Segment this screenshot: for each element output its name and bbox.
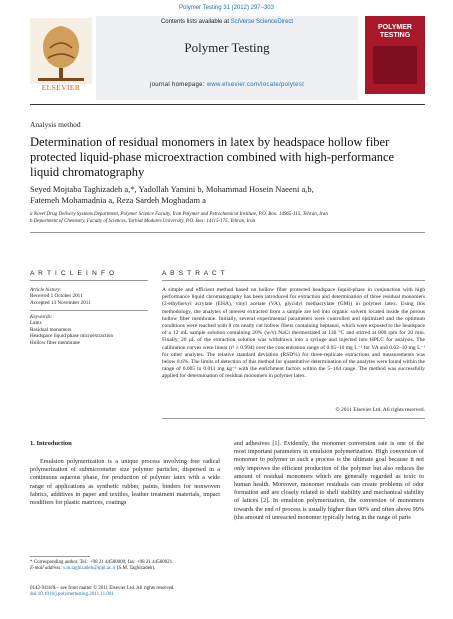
cover-artwork [373, 46, 417, 84]
cover-title: POLYMER TESTING [378, 24, 412, 39]
issn-line: 0142-9418/$ – see front matter © 2011 Elsevier Ltd. All rights reserved. [30, 586, 175, 591]
email-line [30, 566, 220, 572]
author-list [30, 184, 425, 206]
history-label: Article history: [30, 287, 62, 293]
abstract-heading: A B S T R A C T [162, 270, 226, 277]
elsevier-tree-logo [30, 18, 92, 84]
affiliation-a: a Novel Drug Delivery Systems Department, Polymer Science Faculty, Iran Polymer and Petrochemical Institute, P.O. Box: 14965-115, Tehran, Iran [30, 212, 328, 217]
corresponding-author-line: * Corresponding author. Tel.: +98 21 44580000; fax: +98 21 44580021. [30, 560, 174, 565]
keywords-block [30, 314, 148, 346]
doi-link[interactable]: doi:10.1016/j.polymertesting.2011.11.001 [30, 592, 114, 598]
article-history [30, 287, 148, 306]
homepage-prefix: journal homepage: [149, 82, 207, 88]
homepage-line [96, 82, 358, 88]
sciencedirect-link[interactable]: SciVerse ScienceDirect [230, 19, 294, 25]
article-type: Analysis method [30, 120, 81, 129]
history-rule [30, 310, 148, 311]
abstract-rule [162, 280, 425, 281]
email-suffix: (S.M. Taghizadeh). [115, 566, 156, 572]
abstract-copyright: © 2011 Elsevier Ltd. All rights reserved. [335, 407, 425, 413]
doi-block [30, 586, 220, 599]
keyword-item: Residual monomers [30, 326, 72, 333]
keyword-item: Latex [30, 320, 42, 327]
journal-name: Polymer Testing [184, 40, 270, 55]
keywords-label: Keywords: [30, 314, 53, 320]
masthead-banner [96, 16, 358, 100]
received-date: Received 1 October 2011 [30, 293, 83, 300]
header-rule [30, 104, 425, 105]
homepage-link[interactable]: www.elsevier.com/locate/polytest [206, 82, 305, 88]
contents-line [96, 19, 358, 25]
publisher-wordmark: ELSEVIER [41, 83, 81, 92]
accepted-date: Accepted 13 November 2011 [30, 299, 91, 306]
introduction-left-text: Emulsion polymerization is a unique process involving free radical polymerization of submicrometer size polymer particles, dispersed in a continuous aqueous phase, for production of polymer latex with a wide range of applications as synthetic rubber, paints, binders for nonwoven fabrics, additives in paper and textiles, leather treatment materials, impact modifiers for plastic matrices, coatings [30, 458, 220, 507]
masthead [30, 16, 425, 100]
corresponding-author-footnote [30, 560, 220, 573]
introduction-left-column [30, 458, 220, 507]
affiliation-b: b Department of Chemistry, Faculty of Sciences, Tarbiat Modares University, P.O. Box: 14115-175, Tehran, Iran [30, 219, 256, 224]
journal-cover [365, 16, 425, 94]
keyword-item: Hollow fiber membrane [30, 339, 80, 346]
journal-reference[interactable]: Polymer Testing 31 (2012) 297–303 [179, 5, 274, 11]
article-title: Determination of residual monomers in latex by headspace hollow fiber protected liquid-phase microextraction combined with high-performance liquid chromatography [30, 135, 395, 179]
abstract-text: A simple and efficient method based on hollow fiber protected headspace liquid-phase in conjunction with high performance liquid chromatography has been introduced for extraction and determination of three residual monomers (2-ethylhexyl acrylate (EHA), vinyl acetate (VA), glycidyl methacrylate (GM)) in polymer latex. Using this methodology, the analytes of interest extracted from a sample are led into organic solvent located inside the porous hollow fiber membrane. Initially, several experimental parameters were controlled and optimized and the optimum conditions were reached with 8 cm neatly cut hollow fibers containing heptanol, which were exposed to the headspace of a 12 mL sample solution containing 20% (w/v) NaCl thermostated at 130 °C and stirred at 800 rpm for 20 min. Finally, 20 μL of the extraction solution was withdrawn into a syringe and injected into HPLC for analysis. The calibration curves were linear (r² ≥ 0.994) over the concentration range of 0.05–10 mg L⁻¹ for VA and 0.02–10 mg L⁻¹ for other analytes. The relative standard deviation (RSD%) for three-replicate extractions and measurements was below 8.6%. The limits of detection of this method for quantitative determination of the analytes were found within the range of 0.005 to 0.011 mg kg⁻¹ with the enrichment factors within the 5–164 range. The method was successfully applied for determination of residual monomers in polymer latex. [162, 287, 425, 380]
author-line-1: Seyed Mojtaba Taghizadeh a,*, Yadollah Yamini b, Mohammad Hosein Naeeni a,b, [30, 184, 314, 194]
keyword-item: Headspace liquid phase microextraction [30, 333, 114, 340]
email-link[interactable]: s.m.taghizadeh@ippi.ac.ir [63, 566, 116, 572]
article-info-rule [30, 280, 148, 281]
author-line-2: Fatemeh Mohamadnia a, Reza Sardeh Moghadam a [30, 195, 206, 205]
abstract-bottom-rule [162, 418, 425, 419]
contents-prefix: Contents lists available at [160, 19, 231, 25]
footnote-rule [30, 556, 90, 557]
article-info-heading: A R T I C L E I N F O [30, 270, 116, 277]
introduction-heading: 1. Introduction [30, 440, 72, 447]
affiliation-rule [30, 232, 425, 233]
introduction-right-column: and adhesives [1]. Evidently, the monomer conversion rate is one of the most important parameters in emulsion polymerization. High conversion of monomer to polymer in such a process is the ultimate goal because it not only improves the efficient production of the polymer but also reduces the amount of residual monomers which are generally regarded as toxic to human health. Moreover, monomer residuals can create problems of odor formation and are closely related to shelf stability and mechanical stability of latices [2]. In emulsion polymerization, the conversion of monomers towards the end of process is usually higher than 90% and often above 99% (the amount of unreacted monomer typically being in the range of parts [234, 440, 424, 521]
email-prefix: E-mail address: [30, 566, 64, 572]
